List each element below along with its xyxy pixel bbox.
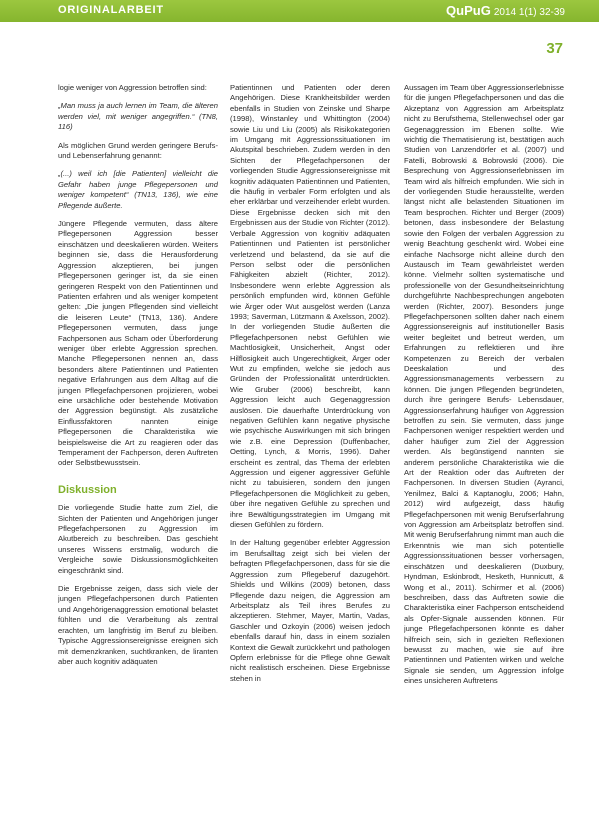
section-heading: Diskussion <box>58 483 117 496</box>
journal-issue: 2014 1(1) 32-39 <box>493 7 565 18</box>
journal-name: QuPuG <box>446 3 491 18</box>
quote-paragraph: „Man muss ja auch lernen im Team, die älteren werden viel, mit weniger angegriffen.“ (TN8, 116) <box>58 101 218 132</box>
quote-paragraph: „(...) weil ich [die Patienten] vielleicht die Gefahr haben junge Pflegepersonen und weniger kompetent“ (TN13, 136), wie eine Pflegende äußerte. <box>58 169 218 210</box>
paragraph: Die Ergebnisse zeigen, dass sich viele der jungen Pflegefachpersonen durch Patienten und Angehörigenaggression emotional belastet fühlten und die Verarbeitung als zentral erachten, um langfristig im Beruf zu bleiben. Typische Aggressionsereignisse ereignen sich mit demenzkranken, suchtkranken, de liranten aber auch kognitiv adäquaten <box>58 584 218 666</box>
journal-title <box>446 3 565 18</box>
paragraph: logie weniger von Aggression betroffen sind: <box>58 83 207 92</box>
paragraph: Jüngere Pflegende vermuten, dass ältere Pflegepersonen Aggression besser einschätzen und deeskalieren würden. Weiters beginnen sie, dass die Herausforderung Aggression akzeptieren, bei jungen Pflegepersonen geringer ist, da sie einen geringeren Respekt von den Patientinnen und Patienten erfahren und als weniger kompetent gelten: „Die jungen Pflegenden sind vielleicht die leiseren Leute“ (TN13, 136). Andere Pflegepersonen vermuten, dass junge Fachpersonen aus Scham oder Überforderung weniger über erlebte Aggression sprechen. Manche Pflegepersonen nennen an, dass besonders ältere Patientinnen und Patienten negative Erfahrungen aus dem Alltag auf die jungen Pflegefachpersonen projizieren, wobei eine ursächliche oder bestehende Motivation der Aggression begünstigt. Als zusätzliche Einflussfaktoren nannten einige Pflegepersonen die Charakteristika wie beispielsweise die Art zu reagieren oder das Temperament der Fachperson, deren Auftreten oder Selbstbewusstsein. <box>58 219 218 468</box>
header-bar <box>0 0 599 22</box>
text-column-2 <box>230 83 390 827</box>
paragraph: Aussagen im Team über Aggressionserlebnisse für die jungen Pflegefachpersonen und das die Akzeptanz von Aggression am Arbeitsplatz nicht zu Berufsthema, Stellenwechsel oder gar Gegenaggression im Ebenen sollte. Wie wichtig die Thematisierung ist, bestätigen auch Studien von Lanzendörfer et al. (2007) und Fatelli, Bobrowski & Bobrowski (2006). Die Besprechung von Aggressionserlebnissen im Team wird als hilfreich empfunden. Wie sich in der vorliegenden Studie herausstellte, werden längst nicht alle belastenden Situationen im Team besprochen. Richter und Berger (2009) betonen, dass insbesondere der Belastung sowie den Folgen der verbalen Aggression zu wenig Beachtung geschenkt wird. Wobei eine einfache Nachsorge nicht alleine durch den Austausch im Team gewährleistet werden könne. Vielmehr sollten systematische und professionelle von der Gesundheitseinrichtung durchgeführte Nachbesprechungen angeboten werden (Richter, 2007). Besonders junge Pflegefachpersonen sollten daher nach einem Aggressionsereignis auf institutioneller Basis weiter begleitet und betreut werden, um Erfahrungen zu reflektieren und ihre Kompetenzen zu Bereich der verbalen Deeskalation und des Aggressionsmanagements verbessern zu können. Die jungen Pflegenden begründeten, durch ihre geringere Berufs- Lebensdauer, Aggressionserfahrung häufiger von Aggression betroffen zu sein. Sie vermuten, dass junge Fachpersonen weniger respektiert werden und daher häufiger zum Ziel der Aggression werden. Als begünstigend nannten sie anderem persönliche Charakteristika wie die Art der Reaktion oder das Auftreten der Fachpersonen. In diversen Studien (Ayranci, Yenilmez, Balci & Kaptanoglu, 2006; Hahn, 2012) wird aufgezeigt, dass häufig Pflegefachpersonen mit wenig Berufserfahrung von Aggression am Arbeitsplatz betroffen sind. Mit wenig Berufserfahrung nimmt man auch die Erkenntnis wie man sich potentielle Aggressionssituationen besser vorhersagen, einschätzen und deeskalieren (Duxbury, Hyndman, Eskinbrodt, Hesketh, Hunnicutt, & Wong et al., 2011). Schirmer et al. (2006) beschreiben, dass das Auftreten sowie die Charakteristika einer Fachperson entscheidend als Opfer-Signale aussenden können. Für junge Pflegefachpersonen könnte es daher hilfreich sein, sich in gezielten Reflexionen bewusst zu machen, wie sie auf ihre Patientinnen und Patienten wirken und welche Signale sie senden, um Aggression infolge eines unsicheren Auftretens <box>404 83 564 686</box>
text-column-1 <box>58 83 218 827</box>
paragraph: Die vorliegende Studie hatte zum Ziel, die Sichten der Patienten und Angehörigen junger Pflegefachpersonen zu Aggression im Akutbereich zu beschreiben. Das geschieht unseres Wissens erstmalig, wodurch die Vergleiche sowie Diskussionsmöglichkeiten eingeschränkt sind. <box>58 503 218 575</box>
page-number: 37 <box>546 40 563 57</box>
paragraph: Als möglichen Grund werden geringere Berufs- und Lebenserfahrung genannt: <box>58 140 218 161</box>
text-column-3 <box>404 83 564 827</box>
paragraph: In der Haltung gegenüber erlebter Aggression im Berufsalltag zeigt sich bei vielen der befragten Pflegefachpersonen, dass für sie die Aggression zum Pflegeberuf dazugehört. Shields und Wilkins (2009) betonen, dass Pflegende dazu neigen, die Aggression am Arbeitsplatz als Teil ihres Berufes zu akzeptieren. Stehmer, Mayer, Martin, Vadas, Gaschler und Ozkoyin (2006) weisen jedoch ebenfalls darauf hin, dass in einem sozialen Kontext die Gewalt zurückkehrt und pathologen Opfern erlebnisse für die Pflege ohne Gewalt nicht realistisch erscheinen. Diese Ergebnisse stehen in <box>230 538 390 683</box>
paragraph: Patientinnen und Patienten oder deren Angehörigen. Diese Krankheitsbilder werden ebenfalls in Studien von Zeinske und Sharpe (1998), Winstanley und Whittington (2004) sowie Liu und Liu (2005) als Risikokategorien im Umgang mit Aggressionssituationen im Akutspital beschrieben. Zudem werden in den Sichten der Pflegefachpersonen der vorliegenden Studie Aggressionsereignisse mit kognitiv adäquaten Patientinnen und Patienten, die häufig in verbaler Form erfolgten und als eher erklärbar und verzeihender erlebt wurden. Diese Ergebnisse decken sich mit den Ergebnissen aus der Studie von Richter (2012). Verbale Aggression von kognitiv adäquaten Patientinnen und Patienten ist persönlicher verletzend und belastend, da sie auf die Person selbst oder die persönlichen Fähigkeiten abzielt (Richter, 2012). Insbesondere wenn erlebte Aggression als persönlich empfunden wird, können Gefühle wie Ärger oder Wut ausgelöst werden (Lanza 1993; Saverman, Lützmann & Axelsson, 2002). In der vorliegenden Studie äußerten die Pflegefachpersonen nebst Gefühlen wie Machtlosigkeit, Unsicherheit, Angst oder Hilflosigkeit auch Ungerechtigkeit, Ärger oder Wut zu empfinden, welche sie jedoch aus Gründen der Professionalität unterdrückten. Wie Gruber (2006) beschreibt, kann Aggression leicht auch Gegenaggression auslösen. Die dauerhafte Unterdrückung von negativen Gefühlen kann negative physische wie psychische Auswirkungen mit sich bringen wie z.B. eine Depression (Duffenbacher, Oetting, Lynch, & Morris, 1996). Daher erscheint es zentral, das Thema der erlebten Aggression und eigener aggressiver Gefühle nicht zu tabuisieren, sondern den jungen Pflegefachpersonen die Möglichkeit zu geben, über ihre negativen Gefühle zu sprechen und ihre Bewältigungsstrategien im Umgang mit diesen Gefühlen zu fördern. <box>230 83 390 530</box>
article-type-label: ORIGINALARBEIT <box>58 4 164 16</box>
